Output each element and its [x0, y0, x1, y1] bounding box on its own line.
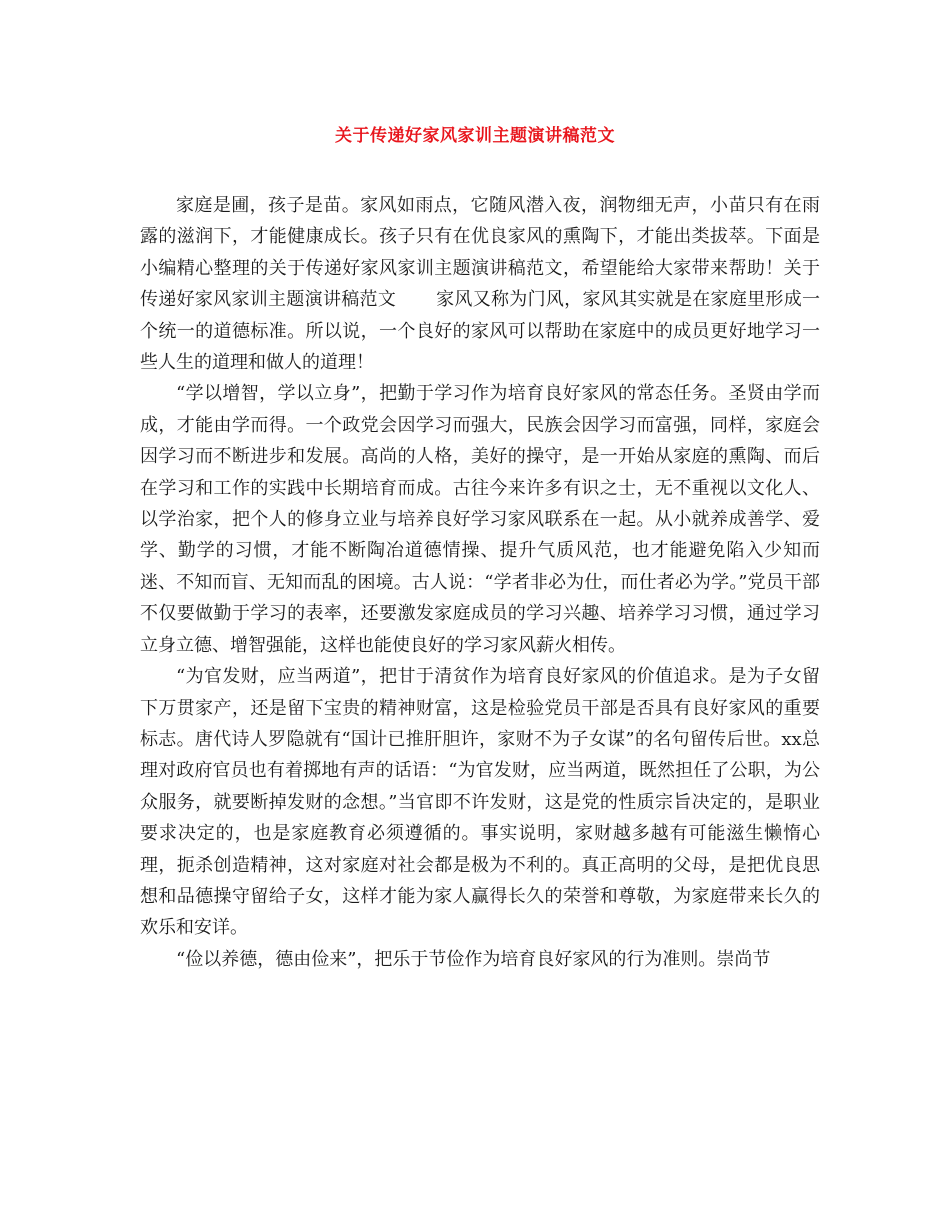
inline-title: 关于传递好家风家训主题演讲稿范文 [140, 257, 820, 311]
paragraph-frugality: “俭以养德，德由俭来”，把乐于节俭作为培育良好家风的行为准则。崇尚节 [176, 948, 771, 970]
paragraph-study: “学以增智，学以立身”，把勤于学习作为培育良好家风的常态任务。圣贤由学而成，才能由学而得。一个政党会因学习而强大，民族会因学习而富强，同样，家庭会因学习而不断进步和发展。高尚的人格，美好的操守，是一开始从家庭的熏陶、而后在学习和工作的实践中长期培育而成。古往今来许多有识之士，无不重视以文化人、以学治家，把个人的修身立业与培养良好学习家风联系在一起。从小就养成善学、爱学、勤学的习惯，才能不断陶冶道德情操、提升气质风范，也才能避免陷入少知而迷、不知而盲、无知而乱的困境。古人说：“学者非必为仕，而仕者必为学。”党员干部不仅要做勤于学习的表率，还要激发家庭成员的学习兴趣、培养学习习惯，通过学习立身立德、增智强能，这样也能使良好的学习家风薪火相传。 [140, 383, 820, 656]
opening-text: 家风又称为门风，家风其实就是在家庭里形成一个统一的道德标准。所以说，一个良好的家风可以帮助在家庭中的成员更好地学习一些人生的道理和做人的道理！ [140, 289, 821, 374]
document-body [140, 190, 820, 975]
paragraph-integrity: “为官发财，应当两道”，把甘于清贫作为培育良好家风的价值追求。是为子女留下万贯家产，还是留下宝贵的精神财富，这是检验党员干部是否具有良好家风的重要标志。唐代诗人罗隐就有“国计已推肝胆许，家财不为子女谋”的名句留传后世。xx总理对政府官员也有着掷地有声的话语：“为官发财，应当两道，既然担任了公职，为公众服务，就要断掉发财的念想。”当官即不许发财，这是党的性质宗旨决定的，是职业要求决定的，也是家庭教育必须遵循的。事实说明，家财越多越有可能滋生懒惰心理，扼杀创造精神，这对家庭对社会都是极为不利的。真正高明的父母，是把优良思想和品德操守留给子女，这样才能为家人赢得长久的荣誉和尊敬，为家庭带来长久的欢乐和安详。 [140, 666, 820, 939]
document-title: 关于传递好家风家训主题演讲稿范文 [335, 126, 615, 146]
intro-text: 家庭是圃，孩子是苗。家风如雨点，它随风潜入夜，润物细无声，小苗只有在雨露的滋润下，才能健康成长。孩子只有在优良家风的熏陶下，才能出类拔萃。下面是小编精心整理的关于传递好家风家训主题演讲稿范文，希望能给大家带来帮助！ [140, 195, 820, 279]
intro-paragraph [140, 190, 820, 378]
